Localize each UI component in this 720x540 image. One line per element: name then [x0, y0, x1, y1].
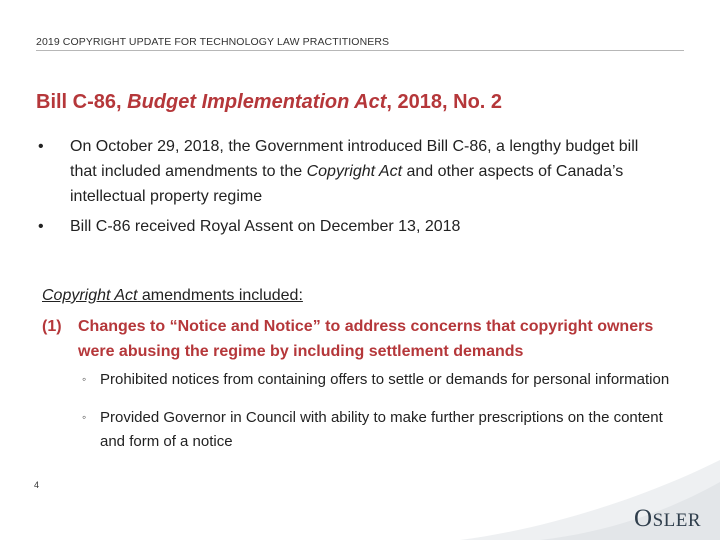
logo-rest: SLER [652, 510, 702, 531]
bullet-italic-text: Copyright Act [306, 163, 403, 180]
osler-logo [634, 505, 701, 533]
bullet-text: Bill C-86 received Royal Assent on December 13, 2018 [70, 218, 461, 235]
bullet-list [36, 134, 656, 244]
amendment-item [42, 314, 674, 364]
amendments-heading-rest: amendments included: [137, 287, 303, 304]
bullet-marker: • [38, 218, 44, 235]
subitem-text: Prohibited notices from containing offers to settle or demands for personal information [100, 371, 670, 388]
amendment-text: Changes to “Notice and Notice” to address concerns that copyright owners were abusing the regime by including settlement demands [78, 318, 654, 360]
amendment-subitems [42, 368, 692, 454]
amendments-section [42, 283, 692, 468]
slide-title [36, 91, 502, 114]
page-number: 4 [34, 480, 40, 490]
title-suffix: , 2018, No. 2 [386, 91, 503, 113]
logo-initial: O [634, 505, 653, 532]
subitem [42, 368, 675, 392]
title-prefix: Bill C-86, [36, 91, 128, 113]
slide-header: 2019 COPYRIGHT UPDATE FOR TECHNOLOGY LAW PRACTITIONERS [36, 36, 684, 51]
bullet-marker: • [38, 138, 44, 155]
amendment-number: (1) [42, 318, 62, 335]
title-italic: Budget Implementation Act [127, 91, 387, 113]
subitem-marker: ◦ [82, 410, 87, 424]
bullet-item [36, 134, 656, 209]
bullet-item [36, 214, 656, 239]
subitem [42, 406, 675, 454]
subitem-text: Provided Governor in Council with ability to make further prescriptions on the content and form of a notice [100, 409, 663, 450]
subitem-marker: ◦ [82, 372, 87, 386]
amendments-heading [42, 283, 692, 308]
bullet-text-end: and other aspects of Canada’s intellectual property regime [70, 163, 624, 205]
amendments-heading-italic: Copyright Act [42, 287, 138, 304]
bullet-text: On October 29, 2018, the Government introduced Bill C-86, a lengthy budget bill that included amendments to the [70, 138, 639, 180]
